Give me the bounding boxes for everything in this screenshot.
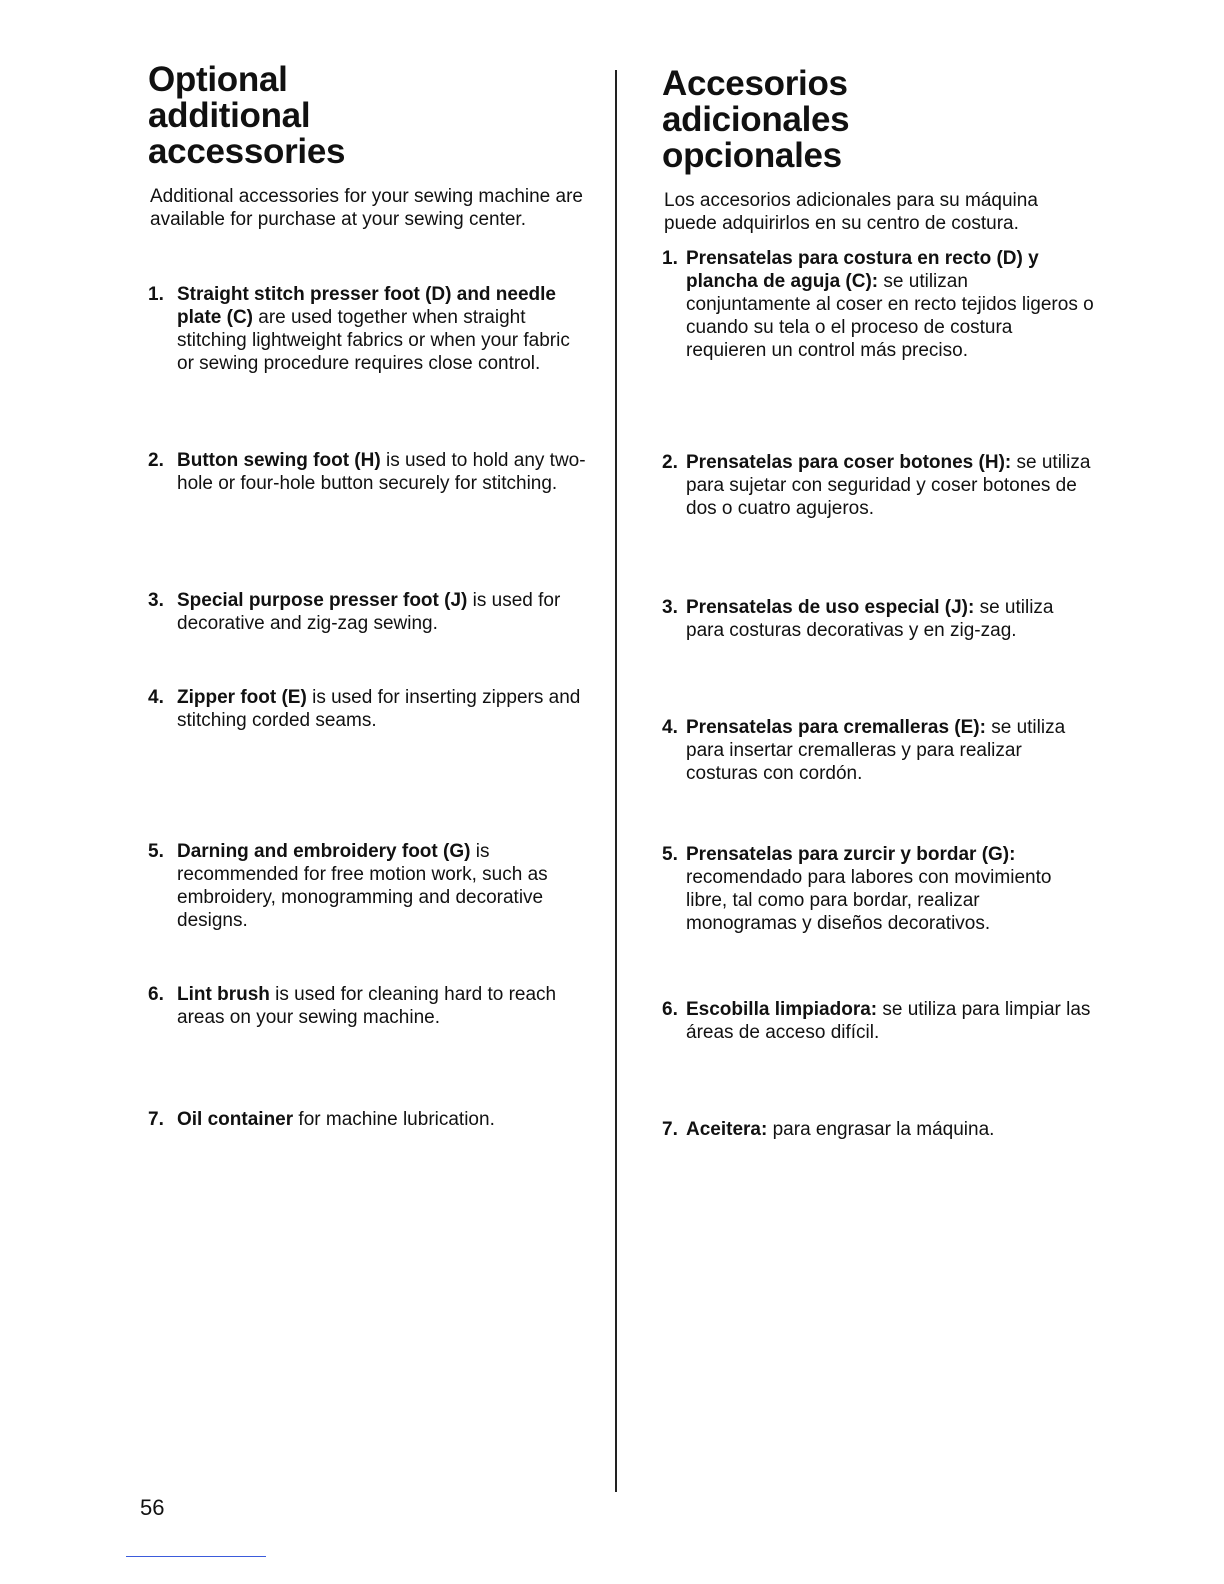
list-item	[662, 247, 1094, 362]
list-item	[148, 449, 588, 495]
list-item	[148, 983, 588, 1029]
item-text: recomendado para labores con movimiento libre, tal como para bordar, realizar monogramas y diseños decorativos.	[686, 867, 1052, 934]
item-text: se utilizan conjuntamente al coser en recto tejidos ligeros o cuando su tela o el proceso de costura requieren un control más preciso.	[686, 271, 1094, 361]
page-number: 56	[140, 1495, 165, 1520]
english-title	[148, 62, 345, 170]
item-text: se utiliza para costuras decorativas y en zig-zag.	[686, 597, 1054, 641]
footer-rule	[126, 1556, 266, 1557]
item-number: 1.	[662, 248, 678, 269]
item-term: Prensatelas para zurcir y bordar (G):	[686, 844, 1016, 865]
list-item	[148, 686, 588, 732]
item-text: se utiliza para insertar cremalleras y para realizar costuras con cordón.	[686, 717, 1066, 784]
list-item	[662, 596, 1094, 642]
item-text: is used for decorative and zig-zag sewing.	[177, 590, 561, 634]
item-term: Aceitera:	[686, 1119, 768, 1140]
item-number: 6.	[148, 984, 164, 1005]
item-number: 7.	[662, 1119, 678, 1140]
title-line: accessories	[148, 132, 346, 171]
item-term: Prensatelas para coser botones (H):	[686, 452, 1012, 473]
list-item	[148, 283, 588, 375]
item-number: 2.	[148, 450, 164, 471]
item-number: 3.	[148, 590, 164, 611]
english-intro: Additional accessories for your sewing machine are available for purchase at your sewing center.	[150, 186, 583, 230]
item-number: 4.	[148, 687, 164, 708]
item-number: 6.	[662, 999, 678, 1020]
item-text: is used for inserting zippers and stitching corded seams.	[177, 687, 581, 731]
list-item	[148, 1108, 588, 1131]
list-item	[662, 843, 1094, 935]
item-number: 7.	[148, 1109, 164, 1130]
item-number: 4.	[662, 717, 678, 738]
title-line: additional	[148, 96, 311, 135]
item-term: Special purpose presser foot (J)	[177, 590, 468, 611]
item-text: is used for cleaning hard to reach areas on your sewing machine.	[177, 984, 557, 1028]
item-term: Straight stitch presser foot (D) and needle plate (C)	[177, 284, 556, 328]
item-number: 1.	[148, 284, 164, 305]
item-term: Escobilla limpiadora:	[686, 999, 878, 1020]
item-number: 3.	[662, 597, 678, 618]
title-line: opcionales	[662, 136, 842, 175]
item-term: Prensatelas para costura en recto (D) y plancha de aguja (C):	[686, 248, 1039, 292]
item-text: para engrasar la máquina.	[767, 1119, 995, 1140]
spanish-intro: Los accesorios adicionales para su máquina puede adquirirlos en su centro de costura.	[664, 190, 1038, 234]
column-divider	[615, 70, 617, 1492]
item-number: 2.	[662, 452, 678, 473]
item-text: is recommended for free motion work, such as embroidery, monogramming and decorative designs.	[177, 841, 548, 931]
item-term: Darning and embroidery foot (G)	[177, 841, 471, 862]
item-term: Oil container	[177, 1109, 294, 1130]
title-line: adicionales	[662, 100, 850, 139]
item-term: Prensatelas para cremalleras (E):	[686, 717, 986, 738]
item-text: se utiliza para sujetar con seguridad y coser botones de dos o cuatro agujeros.	[686, 452, 1091, 519]
spanish-title	[662, 66, 849, 174]
list-item	[662, 716, 1094, 785]
list-item	[148, 589, 588, 635]
item-number: 5.	[148, 841, 164, 862]
item-term: Button sewing foot (H)	[177, 450, 381, 471]
list-item	[662, 451, 1094, 520]
title-line: Accesorios	[662, 64, 848, 103]
item-term: Lint brush	[177, 984, 270, 1005]
item-text: for machine lubrication.	[293, 1109, 495, 1130]
item-text: se utiliza para limpiar las áreas de acceso difícil.	[686, 999, 1091, 1043]
item-number: 5.	[662, 844, 678, 865]
title-line: Optional	[148, 60, 288, 99]
item-text: are used together when straight stitching lightweight fabrics or when your fabric or sewing procedure requires close control.	[177, 307, 570, 374]
item-term: Prensatelas de uso especial (J):	[686, 597, 975, 618]
list-item	[662, 1118, 1094, 1141]
item-term: Zipper foot (E)	[177, 687, 307, 708]
list-item	[662, 998, 1094, 1044]
list-item	[148, 840, 588, 932]
item-text: is used to hold any two-hole or four-hole button securely for stitching.	[177, 450, 586, 494]
